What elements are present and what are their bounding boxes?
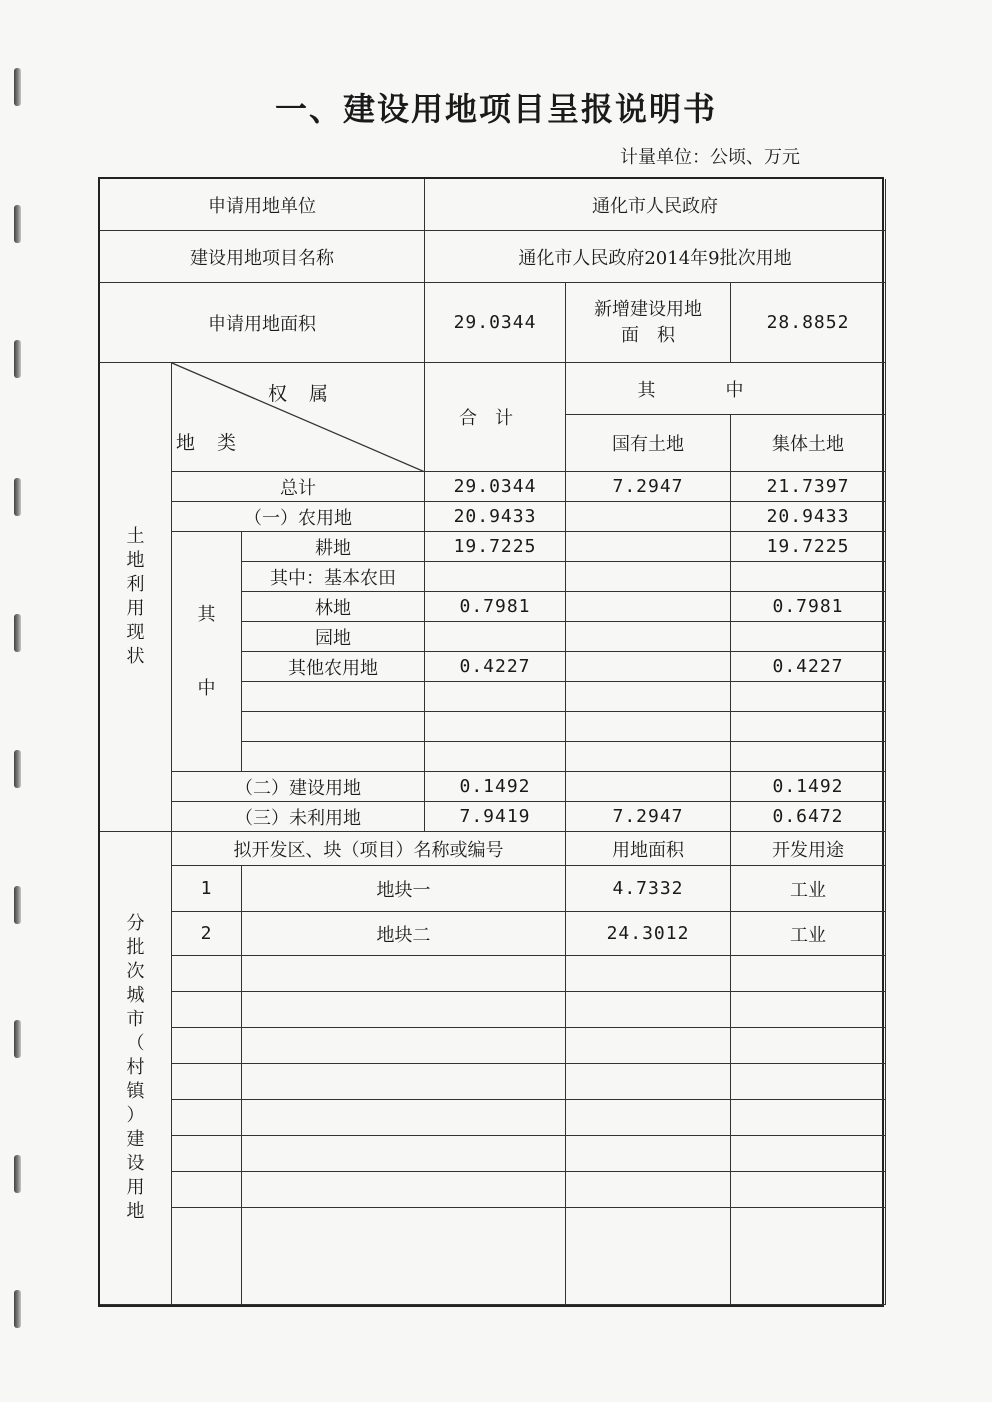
of-which-label: 其中 xyxy=(566,363,886,415)
plot-use xyxy=(731,1028,886,1064)
land-row-state xyxy=(566,772,731,802)
plot-area xyxy=(566,956,731,992)
land-row-collective: 21.7397 xyxy=(731,472,886,502)
plot-area xyxy=(566,1100,731,1136)
land-row-state xyxy=(566,652,731,682)
side-label-char: 土 xyxy=(126,526,145,547)
land-row-total xyxy=(425,712,566,742)
land-row-total xyxy=(425,562,566,592)
land-row-collective: 0.6472 xyxy=(731,802,886,832)
new-area-label-line2: 面 积 xyxy=(621,324,675,346)
land-row-state xyxy=(566,622,731,652)
land-row-state xyxy=(566,532,731,562)
land-row-collective xyxy=(731,622,886,652)
plot-area xyxy=(566,1028,731,1064)
plot-no xyxy=(172,956,242,992)
binder-hole xyxy=(14,614,21,652)
side-label-char: 用 xyxy=(126,598,145,619)
land-row-collective xyxy=(731,742,886,772)
plot-use xyxy=(731,1136,886,1172)
land-row-collective: 20.9433 xyxy=(731,502,886,532)
side-label-char: 批 xyxy=(126,937,145,958)
land-row-name: 林地 xyxy=(242,592,425,622)
side-label-char: 设 xyxy=(126,1153,145,1174)
land-row-total xyxy=(425,742,566,772)
land-row-total: 0.1492 xyxy=(425,772,566,802)
land-row-name xyxy=(242,742,425,772)
binder-hole xyxy=(14,750,21,788)
land-use-side-label xyxy=(100,363,172,832)
binder-hole xyxy=(14,1290,21,1328)
land-row-name: （三）未利用地 xyxy=(172,802,425,832)
land-row-total: 0.7981 xyxy=(425,592,566,622)
plot-use-header: 开发用途 xyxy=(731,832,886,866)
land-row-state xyxy=(566,562,731,592)
land-row-name: 耕地 xyxy=(242,532,425,562)
land-row-total xyxy=(425,622,566,652)
binder-hole xyxy=(14,1155,21,1193)
land-row-collective xyxy=(731,682,886,712)
land-row-state xyxy=(566,592,731,622)
plot-name xyxy=(242,1100,566,1136)
side-label-char: 状 xyxy=(126,646,145,667)
plot-area xyxy=(566,992,731,1028)
land-row-collective: 0.7981 xyxy=(731,592,886,622)
applicant-value: 通化市人民政府 xyxy=(425,179,886,231)
side-label-char: 建 xyxy=(126,1129,145,1150)
land-row-total: 20.9433 xyxy=(425,502,566,532)
land-row-state: 7.2947 xyxy=(566,472,731,502)
plot-area xyxy=(566,1064,731,1100)
plot-use xyxy=(731,992,886,1028)
new-area-label xyxy=(566,283,731,363)
plot-use xyxy=(731,956,886,992)
side-label-char: ） xyxy=(126,1105,145,1126)
project-name-label: 建设用地项目名称 xyxy=(100,231,425,283)
plot-name: 地块二 xyxy=(242,912,566,956)
report-table xyxy=(98,177,884,1307)
binder-hole xyxy=(14,478,21,516)
area-value: 29.0344 xyxy=(425,283,566,363)
land-row-collective: 0.4227 xyxy=(731,652,886,682)
side-label-char: 现 xyxy=(126,622,145,643)
side-label-char: 地 xyxy=(126,550,145,571)
total-label: 合计 xyxy=(425,363,566,472)
plot-no xyxy=(172,1136,242,1172)
plot-use xyxy=(731,1208,886,1305)
land-row-total: 0.4227 xyxy=(425,652,566,682)
collective-land-label: 集体土地 xyxy=(731,415,886,472)
land-row-name: （一）农用地 xyxy=(172,502,425,532)
side-label-char: 其 xyxy=(197,603,216,625)
land-row-name: 其他农用地 xyxy=(242,652,425,682)
applicant-label: 申请用地单位 xyxy=(100,179,425,231)
plot-use xyxy=(731,1172,886,1208)
plot-area-header: 用地面积 xyxy=(566,832,731,866)
land-row-collective: 19.7225 xyxy=(731,532,886,562)
land-row-name: 园地 xyxy=(242,622,425,652)
land-row-total: 7.9419 xyxy=(425,802,566,832)
state-land-label: 国有土地 xyxy=(566,415,731,472)
plot-name xyxy=(242,956,566,992)
side-label-char: 中 xyxy=(197,677,216,699)
binder-hole xyxy=(14,1020,21,1058)
plot-use xyxy=(731,1100,886,1136)
plot-name xyxy=(242,1172,566,1208)
of-which-side-label xyxy=(172,532,242,772)
plot-area xyxy=(566,1172,731,1208)
land-row-state xyxy=(566,742,731,772)
side-label-char: 分 xyxy=(126,913,145,934)
binder-hole xyxy=(14,205,21,243)
land-row-name: （二）建设用地 xyxy=(172,772,425,802)
plot-name xyxy=(242,992,566,1028)
plot-name-header: 拟开发区、块（项目）名称或编号 xyxy=(172,832,566,866)
land-row-state: 7.2947 xyxy=(566,802,731,832)
side-label-char: 城 xyxy=(126,985,145,1006)
ownership-label: 权属 xyxy=(267,383,350,405)
land-row-total: 19.7225 xyxy=(425,532,566,562)
batch-side-label xyxy=(100,832,172,1305)
land-row-name: 其中：基本农田 xyxy=(242,562,425,592)
land-row-total xyxy=(425,682,566,712)
side-label-char: 镇 xyxy=(126,1081,145,1102)
land-row-name: 总计 xyxy=(172,472,425,502)
plot-no xyxy=(172,1100,242,1136)
side-label-char: 利 xyxy=(126,574,145,595)
land-row-state xyxy=(566,712,731,742)
page-title: 一、建设用地项目呈报说明书 xyxy=(274,90,717,128)
project-name-value: 通化市人民政府2014年9批次用地 xyxy=(425,231,886,283)
land-row-collective xyxy=(731,562,886,592)
diagonal-header xyxy=(172,363,425,472)
side-label-char: （ xyxy=(126,1033,145,1054)
plot-use: 工业 xyxy=(731,912,886,956)
plot-name: 地块一 xyxy=(242,866,566,912)
area-label: 申请用地面积 xyxy=(100,283,425,363)
side-label-char: 村 xyxy=(126,1057,145,1078)
plot-no: 2 xyxy=(172,912,242,956)
unit-note: 计量单位：公顷、万元 xyxy=(620,147,800,168)
plot-name xyxy=(242,1208,566,1305)
plot-name xyxy=(242,1028,566,1064)
plot-use: 工业 xyxy=(731,866,886,912)
plot-no xyxy=(172,1208,242,1305)
plot-no xyxy=(172,1172,242,1208)
plot-no xyxy=(172,1028,242,1064)
side-label-char: 用 xyxy=(126,1177,145,1198)
side-label-char: 市 xyxy=(126,1009,145,1030)
category-label: 地类 xyxy=(176,432,259,454)
plot-area: 4.7332 xyxy=(566,866,731,912)
side-label-char: 地 xyxy=(126,1201,145,1222)
plot-area xyxy=(566,1208,731,1305)
land-row-state xyxy=(566,682,731,712)
plot-name xyxy=(242,1064,566,1100)
binder-hole xyxy=(14,886,21,924)
new-area-value: 28.8852 xyxy=(731,283,886,363)
plot-area xyxy=(566,1136,731,1172)
land-row-name xyxy=(242,712,425,742)
plot-name xyxy=(242,1136,566,1172)
land-row-state xyxy=(566,502,731,532)
plot-no xyxy=(172,1064,242,1100)
plot-area: 24.3012 xyxy=(566,912,731,956)
plot-no: 1 xyxy=(172,866,242,912)
plot-use xyxy=(731,1064,886,1100)
land-row-name xyxy=(242,682,425,712)
new-area-label-line1: 新增建设用地 xyxy=(594,298,702,320)
land-row-collective: 0.1492 xyxy=(731,772,886,802)
land-row-total: 29.0344 xyxy=(425,472,566,502)
land-row-collective xyxy=(731,712,886,742)
binder-hole xyxy=(14,340,21,378)
side-label-char: 次 xyxy=(126,961,145,982)
plot-no xyxy=(172,992,242,1028)
